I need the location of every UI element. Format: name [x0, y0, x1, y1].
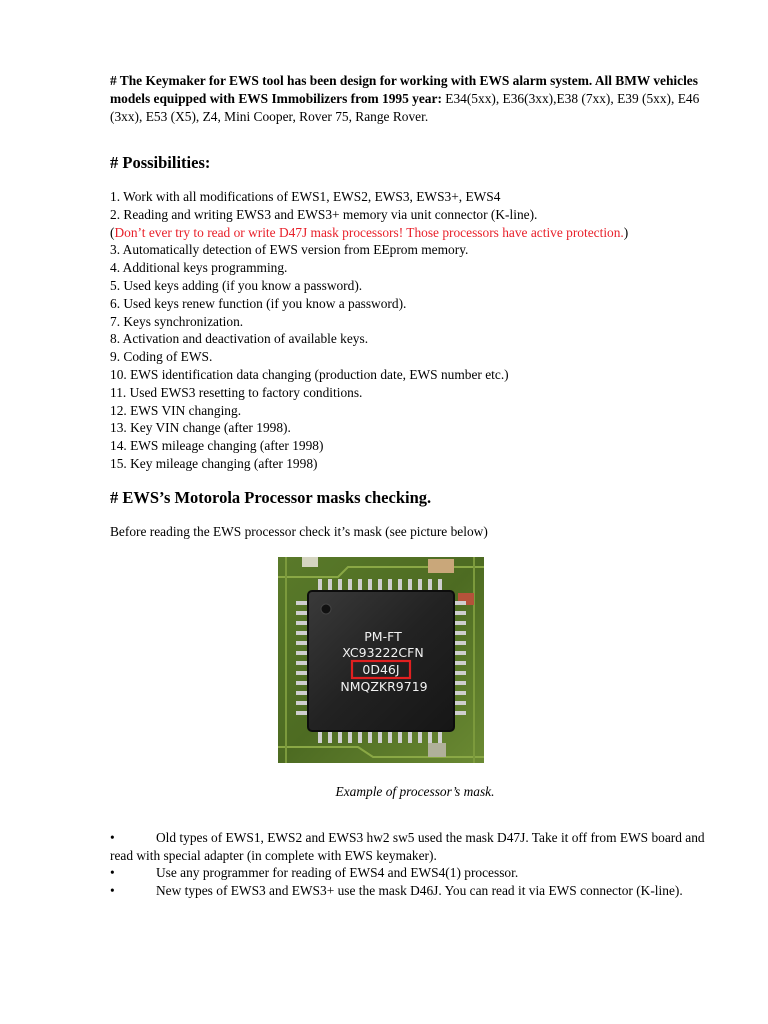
processor-photo — [278, 557, 484, 763]
document-page — [110, 72, 720, 900]
list-item: 10. EWS identification data changing (production date, EWS number etc.) — [110, 366, 509, 382]
warning-text: Don’t ever try to read or write D47J mask processors! Those processors have active protection. — [114, 224, 624, 240]
mask-notes-list — [110, 829, 720, 900]
bullet-icon: • — [110, 883, 115, 899]
list-item: 2. Reading and writing EWS3 and EWS3+ memory via unit connector (K-line). — [110, 206, 538, 222]
processor-chip-image — [278, 557, 484, 763]
list-item: 9. Coding of EWS. — [110, 349, 213, 365]
list-item: 7. Keys synchronization. — [110, 313, 244, 329]
list-item: • Use any programmer for reading of EWS4 and EWS4(1) processor. — [110, 865, 519, 881]
list-item: 4. Additional keys programming. — [110, 260, 288, 276]
intro-paragraph — [110, 72, 720, 126]
warning-note: (Don’t ever try to read or write D47J mask processors! Those processors have active protection.) — [110, 224, 629, 240]
list-item: 5. Used keys adding (if you know a password). — [110, 277, 363, 293]
bullet-icon: • — [110, 865, 115, 881]
list-item: 6. Used keys renew function (if you know a password). — [110, 295, 407, 311]
bullet-icon: • — [110, 829, 115, 845]
chip-text-line4: NMQZKR9719 — [340, 678, 428, 694]
list-item: • Old types of EWS1, EWS2 and EWS3 hw2 sw5 used the mask D47J. Take it off from EWS board and read with special adapter (in complete with EWS keymaker). — [110, 829, 705, 863]
list-item: 8. Activation and deactivation of available keys. — [110, 331, 369, 347]
list-item: 14. EWS mileage changing (after 1998) — [110, 438, 324, 454]
possibilities-list — [110, 188, 720, 473]
list-item: • New types of EWS3 and EWS3+ use the mask D46J. You can read it via EWS connector (K-line). — [110, 883, 683, 899]
chip-text-line2: XC93222CFN — [342, 644, 424, 660]
masks-heading: # EWS’s Motorola Processor masks checking. — [110, 487, 432, 507]
list-item: 15. Key mileage changing (after 1998) — [110, 455, 318, 471]
possibilities-heading: # Possibilities: — [110, 153, 211, 172]
list-item: 1. Work with all modifications of EWS1, EWS2, EWS3, EWS3+, EWS4 — [110, 189, 501, 204]
list-item: 3. Automatically detection of EWS version from EEprom memory. — [110, 242, 469, 258]
intro-bold: # The Keymaker for EWS tool has been design for working with EWS alarm system. All BMW vehicles models equipped with EWS Immobilizers from 1995 year: — [110, 73, 698, 106]
masks-intro: Before reading the EWS processor check it’s mask (see picture below) — [110, 523, 488, 539]
list-item: 12. EWS VIN changing. — [110, 402, 242, 418]
list-item: 13. Key VIN change (after 1998). — [110, 420, 291, 436]
list-item: 11. Used EWS3 resetting to factory conditions. — [110, 384, 363, 400]
intro-models: E34(5xx), E36(3xx),E38 (7xx), E39 (5xx), E46 (3xx), E53 (X5), Z4, Mini Cooper, Rover 75, Range Rover. — [110, 91, 700, 124]
figure-caption: Example of processor’s mask. — [335, 783, 495, 799]
chip-text-line1: PM-FT — [364, 628, 402, 644]
chip-text-mask: 0D46J — [362, 661, 400, 677]
